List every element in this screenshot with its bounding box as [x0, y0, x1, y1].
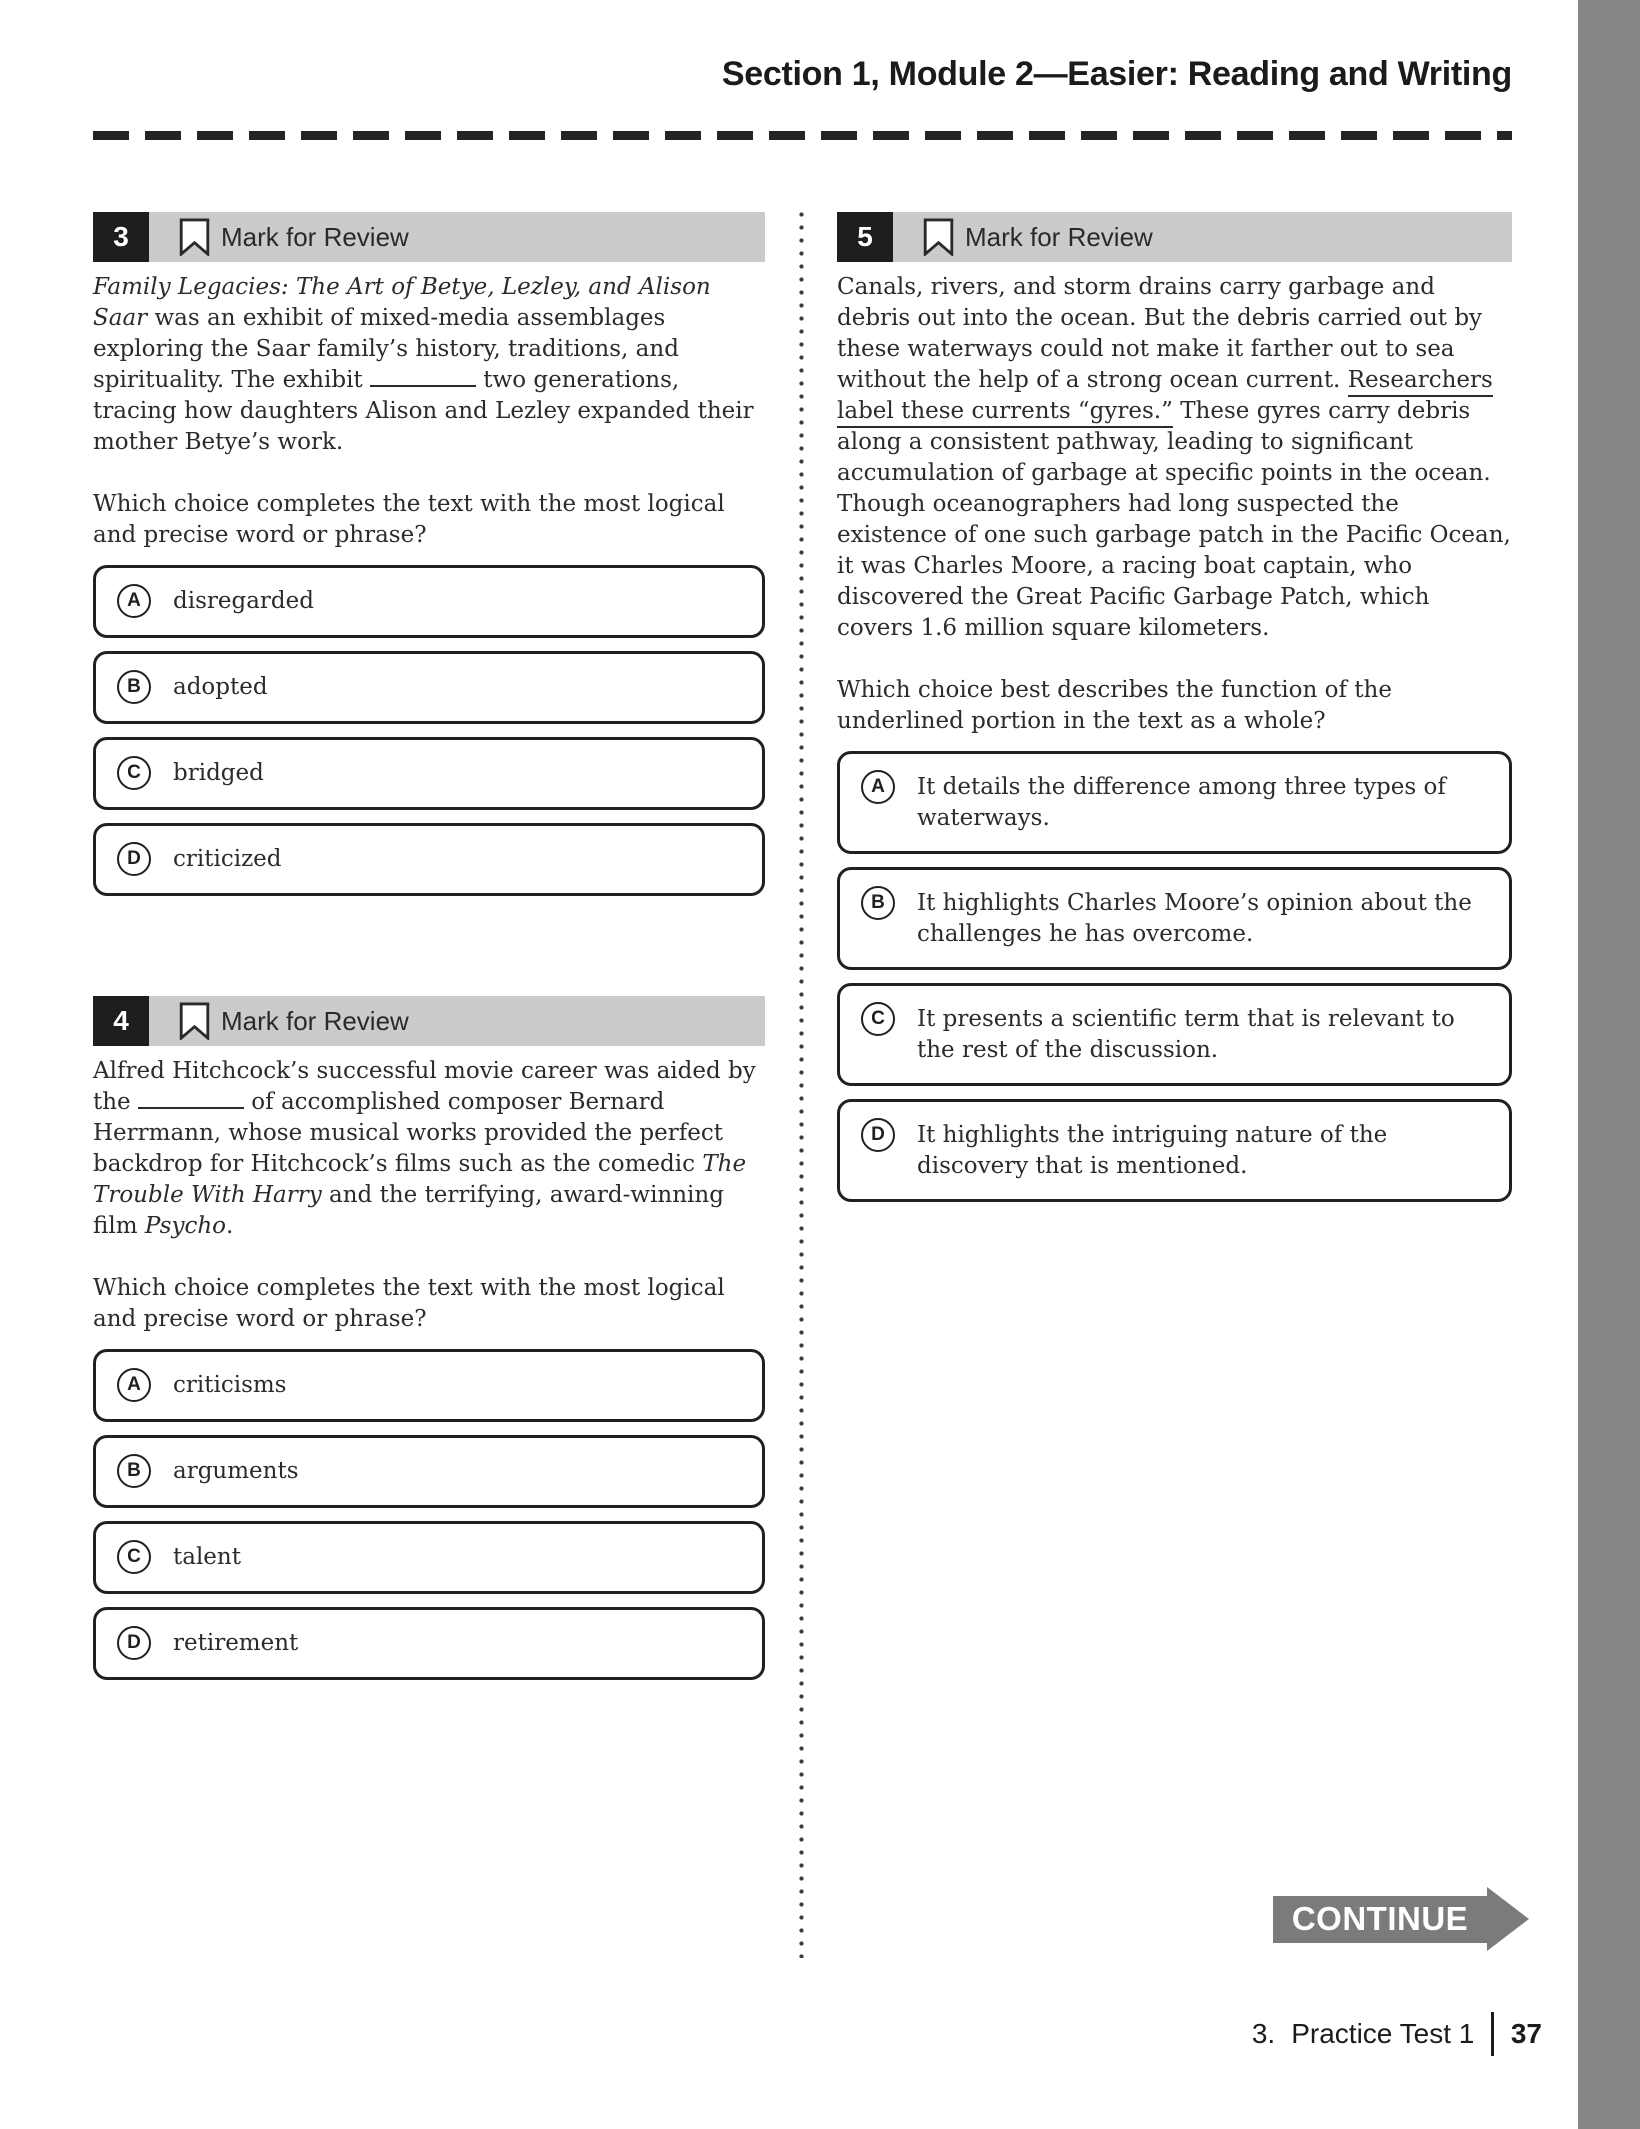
- continue-button[interactable]: [1273, 1887, 1529, 1951]
- question-4-header: [93, 996, 765, 1046]
- fill-in-blank: [370, 382, 476, 387]
- question-5-header: [837, 212, 1512, 262]
- question-4-passage: [93, 1056, 765, 1242]
- option-letter-circle: A: [861, 770, 895, 804]
- question-4: [93, 996, 765, 1680]
- option-text: arguments: [173, 1458, 299, 1484]
- continue-label: CONTINUE: [1273, 1896, 1487, 1943]
- passage-text: two generations, tracing how daughters Alison and Lezley expanded their mother Betye’s work.: [93, 367, 754, 455]
- question-3-option-b[interactable]: [93, 651, 765, 724]
- question-5-prompt: Which choice best describes the function of the underlined portion in the text as a whole?: [837, 677, 1392, 734]
- page-footer: [1252, 2012, 1542, 2056]
- section-header-title: Section 1, Module 2—Easier: Reading and Writing: [721, 55, 1512, 93]
- mark-for-review-label: Mark for Review: [965, 221, 1153, 252]
- arrow-right-icon: [1487, 1887, 1529, 1951]
- bookmark-icon: [923, 218, 954, 256]
- right-column: [837, 212, 1512, 1215]
- passage-text: These gyres carry debris along a consistent pathway, leading to significant accumulation of garbage at specific points in the ocean. Though oceanographers had long suspected the existence of one such garbage patch in the Pacific Ocean, it was Charles Moore, a racing boat captain, who discovered the Great Pacific Garbage Patch, which covers 1.6 million square kilometers.: [837, 398, 1511, 641]
- question-3-number-badge: 3: [93, 212, 149, 262]
- question-5-option-c[interactable]: [837, 983, 1512, 1086]
- option-text: It highlights the intriguing nature of the discovery that is mentioned.: [917, 1122, 1388, 1179]
- passage-text: Canals, rivers, and storm drains carry garbage and debris out into the ocean. But the debris carried out by these waterways could not make it farther out to sea without the help of a strong ocean current.: [837, 274, 1483, 393]
- option-text: bridged: [173, 760, 264, 786]
- option-text: talent: [173, 1544, 241, 1570]
- question-3: [93, 212, 765, 896]
- passage-title-italic: Family Legacies: The Art of Betye, Lezley, and Alison Saar: [93, 274, 711, 331]
- page-edge-bar: [1578, 0, 1640, 2129]
- question-4-option-b[interactable]: [93, 1435, 765, 1508]
- option-letter-circle: D: [117, 842, 151, 876]
- question-4-option-a[interactable]: [93, 1349, 765, 1422]
- question-3-passage: [93, 272, 765, 458]
- option-letter-circle: D: [117, 1626, 151, 1660]
- underlined-portion: Researchers label these currents “gyres.”: [837, 367, 1493, 428]
- footer-divider: [1491, 2012, 1494, 2056]
- mark-for-review-label: Mark for Review: [221, 1005, 409, 1036]
- passage-text: of accomplished composer Bernard Herrmann, whose musical works provided the perfect backdrop for Hitchcock’s films such as the comedic: [93, 1089, 723, 1177]
- option-letter-circle: C: [117, 756, 151, 790]
- fill-in-blank: [138, 1104, 244, 1109]
- footer-book-title: Practice Test 1: [1291, 2018, 1475, 2049]
- question-3-header: [93, 212, 765, 262]
- question-5-option-a[interactable]: [837, 751, 1512, 854]
- question-5: [837, 212, 1512, 1202]
- footer-page-number: 37: [1510, 2018, 1542, 2049]
- option-text: disregarded: [173, 588, 314, 614]
- option-letter-circle: A: [117, 1368, 151, 1402]
- question-3-option-a[interactable]: [93, 565, 765, 638]
- question-4-option-c[interactable]: [93, 1521, 765, 1594]
- option-text: adopted: [173, 674, 268, 700]
- question-4-number-badge: 4: [93, 996, 149, 1046]
- option-text: It details the difference among three types of waterways.: [917, 774, 1446, 831]
- footer-chapter-number: 3.: [1251, 2018, 1276, 2049]
- question-4-prompt: Which choice completes the text with the most logical and precise word or phrase?: [93, 1275, 725, 1332]
- question-5-passage: [837, 272, 1512, 644]
- question-4-option-d[interactable]: [93, 1607, 765, 1680]
- left-column: [93, 212, 765, 1693]
- option-text: retirement: [173, 1630, 299, 1656]
- passage-text: and the terrifying, award-winning film: [93, 1182, 724, 1239]
- question-5-number-badge: 5: [837, 212, 893, 262]
- question-3-prompt: Which choice completes the text with the most logical and precise word or phrase?: [93, 491, 725, 548]
- option-letter-circle: D: [861, 1118, 895, 1152]
- option-letter-circle: C: [117, 1540, 151, 1574]
- option-letter-circle: A: [117, 584, 151, 618]
- question-4-mark-for-review-button[interactable]: [149, 996, 409, 1046]
- option-letter-circle: B: [117, 1454, 151, 1488]
- bookmark-icon: [179, 218, 210, 256]
- question-3-option-d[interactable]: [93, 823, 765, 896]
- option-letter-circle: B: [117, 670, 151, 704]
- option-letter-circle: B: [861, 886, 895, 920]
- question-3-option-c[interactable]: [93, 737, 765, 810]
- question-5-mark-for-review-button[interactable]: [893, 212, 1153, 262]
- column-divider: [799, 212, 804, 1958]
- film-title-italic: Psycho: [144, 1213, 227, 1239]
- question-5-option-d[interactable]: [837, 1099, 1512, 1202]
- option-text: criticized: [173, 846, 282, 872]
- option-letter-circle: C: [861, 1002, 895, 1036]
- question-5-option-b[interactable]: [837, 867, 1512, 970]
- option-text: criticisms: [173, 1372, 287, 1398]
- passage-text: was an exhibit of mixed-media assemblages exploring the Saar family’s history, traditions, and spirituality. The exhibit: [93, 305, 679, 393]
- bookmark-icon: [179, 1002, 210, 1040]
- header-dashed-rule: [93, 131, 1512, 140]
- mark-for-review-label: Mark for Review: [221, 221, 409, 252]
- passage-text: .: [226, 1213, 234, 1239]
- question-3-mark-for-review-button[interactable]: [149, 212, 409, 262]
- option-text: It presents a scientific term that is relevant to the rest of the discussion.: [917, 1006, 1455, 1063]
- film-title-italic: The Trouble With Harry: [93, 1151, 747, 1208]
- option-text: It highlights Charles Moore’s opinion about the challenges he has overcome.: [917, 890, 1472, 947]
- passage-text: Alfred Hitchcock’s successful movie career was aided by the: [93, 1058, 756, 1115]
